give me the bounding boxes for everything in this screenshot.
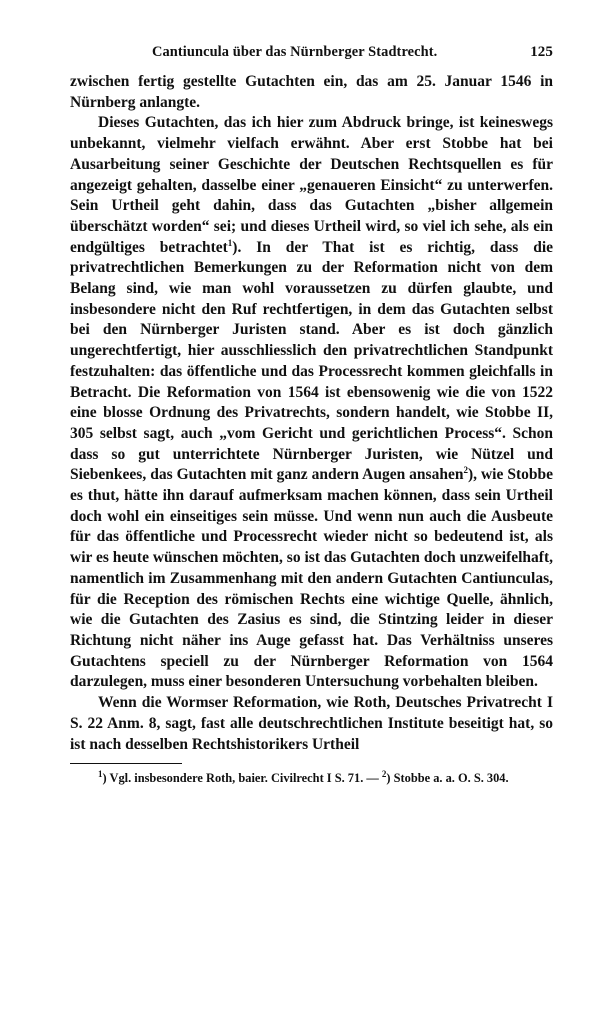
footnote-mark-1: 1 — [98, 769, 103, 780]
footnote-mark-2: 2 — [381, 769, 387, 780]
paragraph-text: ). In der That ist es richtig, dass die privatrechtlichen Bemerkungen zu der Reformation nicht von dem Belang sind, wie man wohl voraussetzen zu dürfen glaubte, und insbesondere nicht den Ruf rechtfertigen, in dem das Gutachten selbst bei den Nürnberger Juristen stand. Aber es ist doch gänzlich ungerechtfertigt, hier ausschliesslich den privatrechtlichen Standpunkt festzuhalten: das öffentliche und das Processrecht kommen gleichfalls in Betracht. Die Reformation von 1564 ist ebensowenig wie die von 1522 eine blosse Ordnung des Privatrechts, sondern handelt, wie Stobbe II, 305 selbst sagt, auch „vom Gericht und gerichtlichen Process“. Schon dass so gut unterrichtete Nürnberger Juristen, wie Nützel und Siebenkees, das Gutachten mit ganz andern Augen ansahen — [70, 238, 554, 484]
running-header — [70, 44, 553, 72]
paragraph-continuation: zwischen fertig gestellte Gutachten ein, das am 25. Januar 1546 in Nürnberg anlangte. — [70, 73, 553, 111]
footnote-ref-1: 1 — [227, 237, 233, 248]
running-title: Cantiuncula über das Nürnberger Stadtrecht. — [152, 44, 438, 60]
footnote-2-text: ) Stobbe a. a. O. S. 304. — [386, 771, 509, 786]
paragraph-text: Dieses Gutachten, das ich hier zum Abdruck bringe, ist keineswegs unbekannt, vielmehr vielfach erwähnt. Aber erst Stobbe hat bei Ausarbeitung seiner Geschichte der Deutschen Rechtsquellen es für angezeigt gehalten, dasselbe einer „genaueren Einsicht“ zu unterwerfen. Sein Urtheil geht dahin, dass das Gutachten „bisher allgemein überschätzt worden“ sei; und dieses Urtheil wird, so viel ich sehe, als ein endgültiges betrachtet — [70, 114, 553, 256]
page-number: 125 — [530, 44, 553, 60]
paragraph-wormser: Wenn die Wormser Reformation, wie Roth, Deutsches Privatrecht I S. 22 Anm. 8, sagt, fast alle deutschrechtlichen Institute beseitigt hat, so ist nach desselben Rechtshistorikers Urtheil — [70, 694, 553, 753]
footnote-1-text: ) Vgl. insbesondere Roth, baier. Civilrecht I S. 71. — — [102, 771, 382, 786]
paragraph-gutachten — [70, 113, 553, 693]
paragraph-text: ), wie Stobbe es thut, hätte ihn darauf aufmerksam machen können, dass sein Urtheil doch wohl ein einseitiges sein müsse. Und wenn nun auch die Ausbeute für das öffentliche und Processrecht wieder nicht so bedeutend ist, als wir es heute wünschen möchten, so ist das Gutachten doch unzweifelhaft, namentlich im Zusammenhang mit den andern Gutachten Cantiunculas, für die Reception des römischen Rechts eine wichtige Quelle, ähnlich, wie die Gutachten des Zasius es sind, die Stintzing leider in dieser Richtung nicht näher ins Auge gefasst hat. Das Verhältniss unseres Gutachtens speciell zu der Nürnberger Reformation von 1564 darzulegen, muss einer besonderen Untersuchung vorbehalten bleiben. — [70, 466, 553, 691]
footnote-text — [70, 770, 553, 787]
body-text — [70, 72, 553, 755]
footnote-ref-2: 2 — [463, 465, 468, 476]
footnotes — [70, 770, 553, 787]
footnote-divider — [70, 763, 182, 764]
